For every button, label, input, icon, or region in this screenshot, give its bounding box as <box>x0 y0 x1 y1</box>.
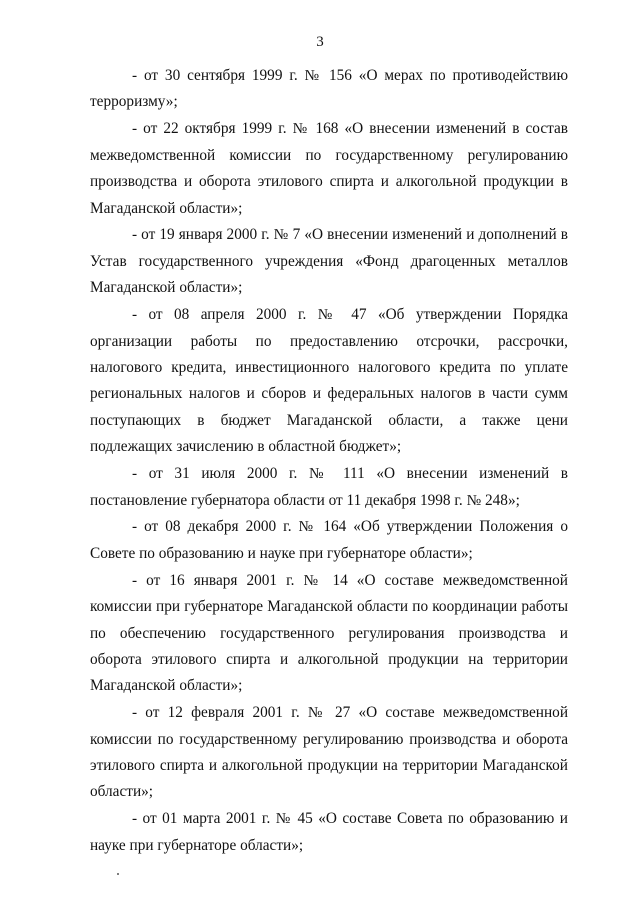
decree-item-5: - от 31 июля 2000 г. № 111 «О внесении изменений в постановление губернатора области от 11 декабря 1998 г. № 248»; <box>90 465 568 509</box>
page-number: 3 <box>316 34 324 50</box>
decree-item-1: - от 30 сентября 1999 г. № 156 «О мерах по противодействию терроризму»; <box>90 67 568 111</box>
decree-item-7: - от 16 января 2001 г. № 14 «О составе межведомственной комиссии при губернаторе Магаданской области по координации работы по обеспечению государственного регулирования производства и оборота этилового спирта и алкогольной продукции на территории Магаданской области»; <box>90 571 568 695</box>
decree-item-3: - от 19 января 2000 г. № 7 «О внесении изменений и дополнений в Устав государственного учреждения «Фонд драгоценных металлов Магаданской области»; <box>90 226 568 297</box>
decree-item-9: - от 01 марта 2001 г. № 45 «О составе Совета по образованию и науке при губернаторе области»; <box>90 810 568 854</box>
scan-speck <box>117 873 119 875</box>
decree-item-2: - от 22 октября 1999 г. № 168 «О внесении изменений в состав межведомственной комиссии по государственному регулированию производства и оборота этилового спирта и алкогольной продукции в Магаданской области»; <box>90 120 568 217</box>
decree-item-8: - от 12 февраля 2001 г. № 27 «О составе межведомственной комиссии по государственному регулированию производства и оборота этилового спирта и алкогольной продукции на территории Магаданской области»; <box>90 704 568 801</box>
decree-item-6: - от 08 декабря 2000 г. № 164 «Об утверждении Положения о Совете по образованию и науке при губернаторе области»; <box>90 518 568 562</box>
decree-item-4: - от 08 апреля 2000 г. № 47 «Об утверждении Порядка организации работы по предоставлению отсрочки, рассрочки, налогового кредита, инвестиционного налогового кредита по уплате региональных налогов и сборов и федеральных налогов в части сумм поступающих в бюджет Магаданской области, а также цени подлежащих зачислению в областной бюджет»; <box>90 306 568 456</box>
decree-list <box>90 63 568 860</box>
